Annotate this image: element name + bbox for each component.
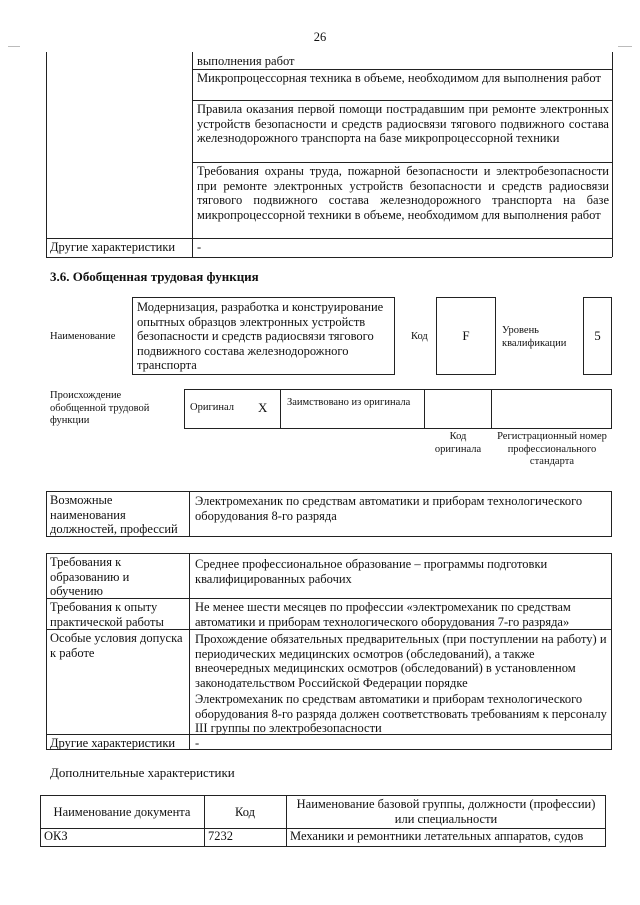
col-header-document: Наименование документа [53, 805, 191, 819]
level-label: Уровень квалификации [502, 325, 567, 349]
table-row: Микропроцессорная техника в объеме, необходимом для выполнения работ [197, 71, 601, 85]
conditions-label: Особые условия допуска к работе [50, 631, 183, 660]
conditions-value-1: Прохождение обязательных предварительных (при поступлении на работу) и периодических медицинских осмотров (обследований), а также внеочередных медицинских осмотров (обследований) в установленном законодательством Российской Федерации порядке [195, 632, 607, 690]
page-number: 26 [313, 30, 327, 44]
level-value: 5 [594, 328, 601, 343]
table-row: выполнения работ [197, 54, 295, 68]
additional-heading: Дополнительные характеристики [50, 765, 235, 780]
table-cell-code: 7232 [208, 829, 233, 843]
education-label: Требования к образованию и обучению [50, 555, 130, 599]
name-label: Наименование [50, 331, 116, 342]
origin-label: Происхождение обобщенной трудовой функции [50, 390, 150, 426]
table-row: Требования охраны труда, пожарной безопасности и электробезопасности при ремонте электронных устройств безопасности и средств радиосвязи тягового подвижного состава железнодорожного транспорта на базе микропроцессорной техники в объеме, необходимом для выполнения работ [197, 164, 609, 222]
other-characteristics-value: - [197, 240, 202, 254]
code-value: F [462, 328, 470, 343]
scan-mark [8, 46, 20, 47]
other-characteristics-label: Другие характеристики [50, 736, 176, 750]
table-cell-name: Механики и ремонтники летательных аппаратов, судов [290, 829, 584, 843]
positions-label: Возможные наименования должностей, профессий [50, 493, 178, 537]
other-characteristics-label: Другие характеристики [50, 240, 176, 254]
section-heading: 3.6. Обобщенная трудовая функция [50, 269, 259, 284]
borrowed-label: Заимствовано из оригинала [287, 397, 411, 408]
original-mark: X [258, 400, 268, 415]
scan-mark [618, 46, 632, 47]
caption-registration-number: Регистрационный номер профессионального стандарта [497, 431, 607, 467]
positions-value: Электромеханик по средствам автоматики и приборам технологического оборудования 8-го разряда [195, 494, 583, 523]
original-label: Оригинал [190, 402, 234, 413]
caption-code-original: Код оригинала [434, 431, 482, 455]
table-cell-document: ОКЗ [44, 829, 68, 843]
other-characteristics-value: - [195, 736, 200, 750]
experience-value: Не менее шести месяцев по профессии «электромеханик по средствам автоматики и приборам технологического оборудования 7-го разряда» [195, 600, 571, 629]
table-row: Правила оказания первой помощи пострадавшим при ремонте электронных устройств безопасности и средств радиосвязи тягового подвижного состава железнодорожного транспорта на базе микропроцессорной техники [197, 102, 609, 146]
conditions-value-2: Электромеханик по средствам автоматики и приборам технологического оборудования 8-го разряда должен соответствовать требованиям к персоналу III группы по электробезопасности [195, 692, 607, 736]
experience-label: Требования к опыту практической работы [50, 600, 164, 629]
col-header-code: Код [235, 805, 255, 819]
code-label: Код [411, 331, 428, 342]
function-name: Модернизация, разработка и конструирование опытных образцов электронных устройств безопасности и средств радиосвязи тягового подвижного состава железнодорожного транспорта [137, 300, 384, 373]
education-value: Среднее профессиональное образование – программы подготовки квалифицированных рабочих [195, 557, 548, 586]
col-header-name: Наименование базовой группы, должности (профессии) или специальности [296, 797, 596, 826]
